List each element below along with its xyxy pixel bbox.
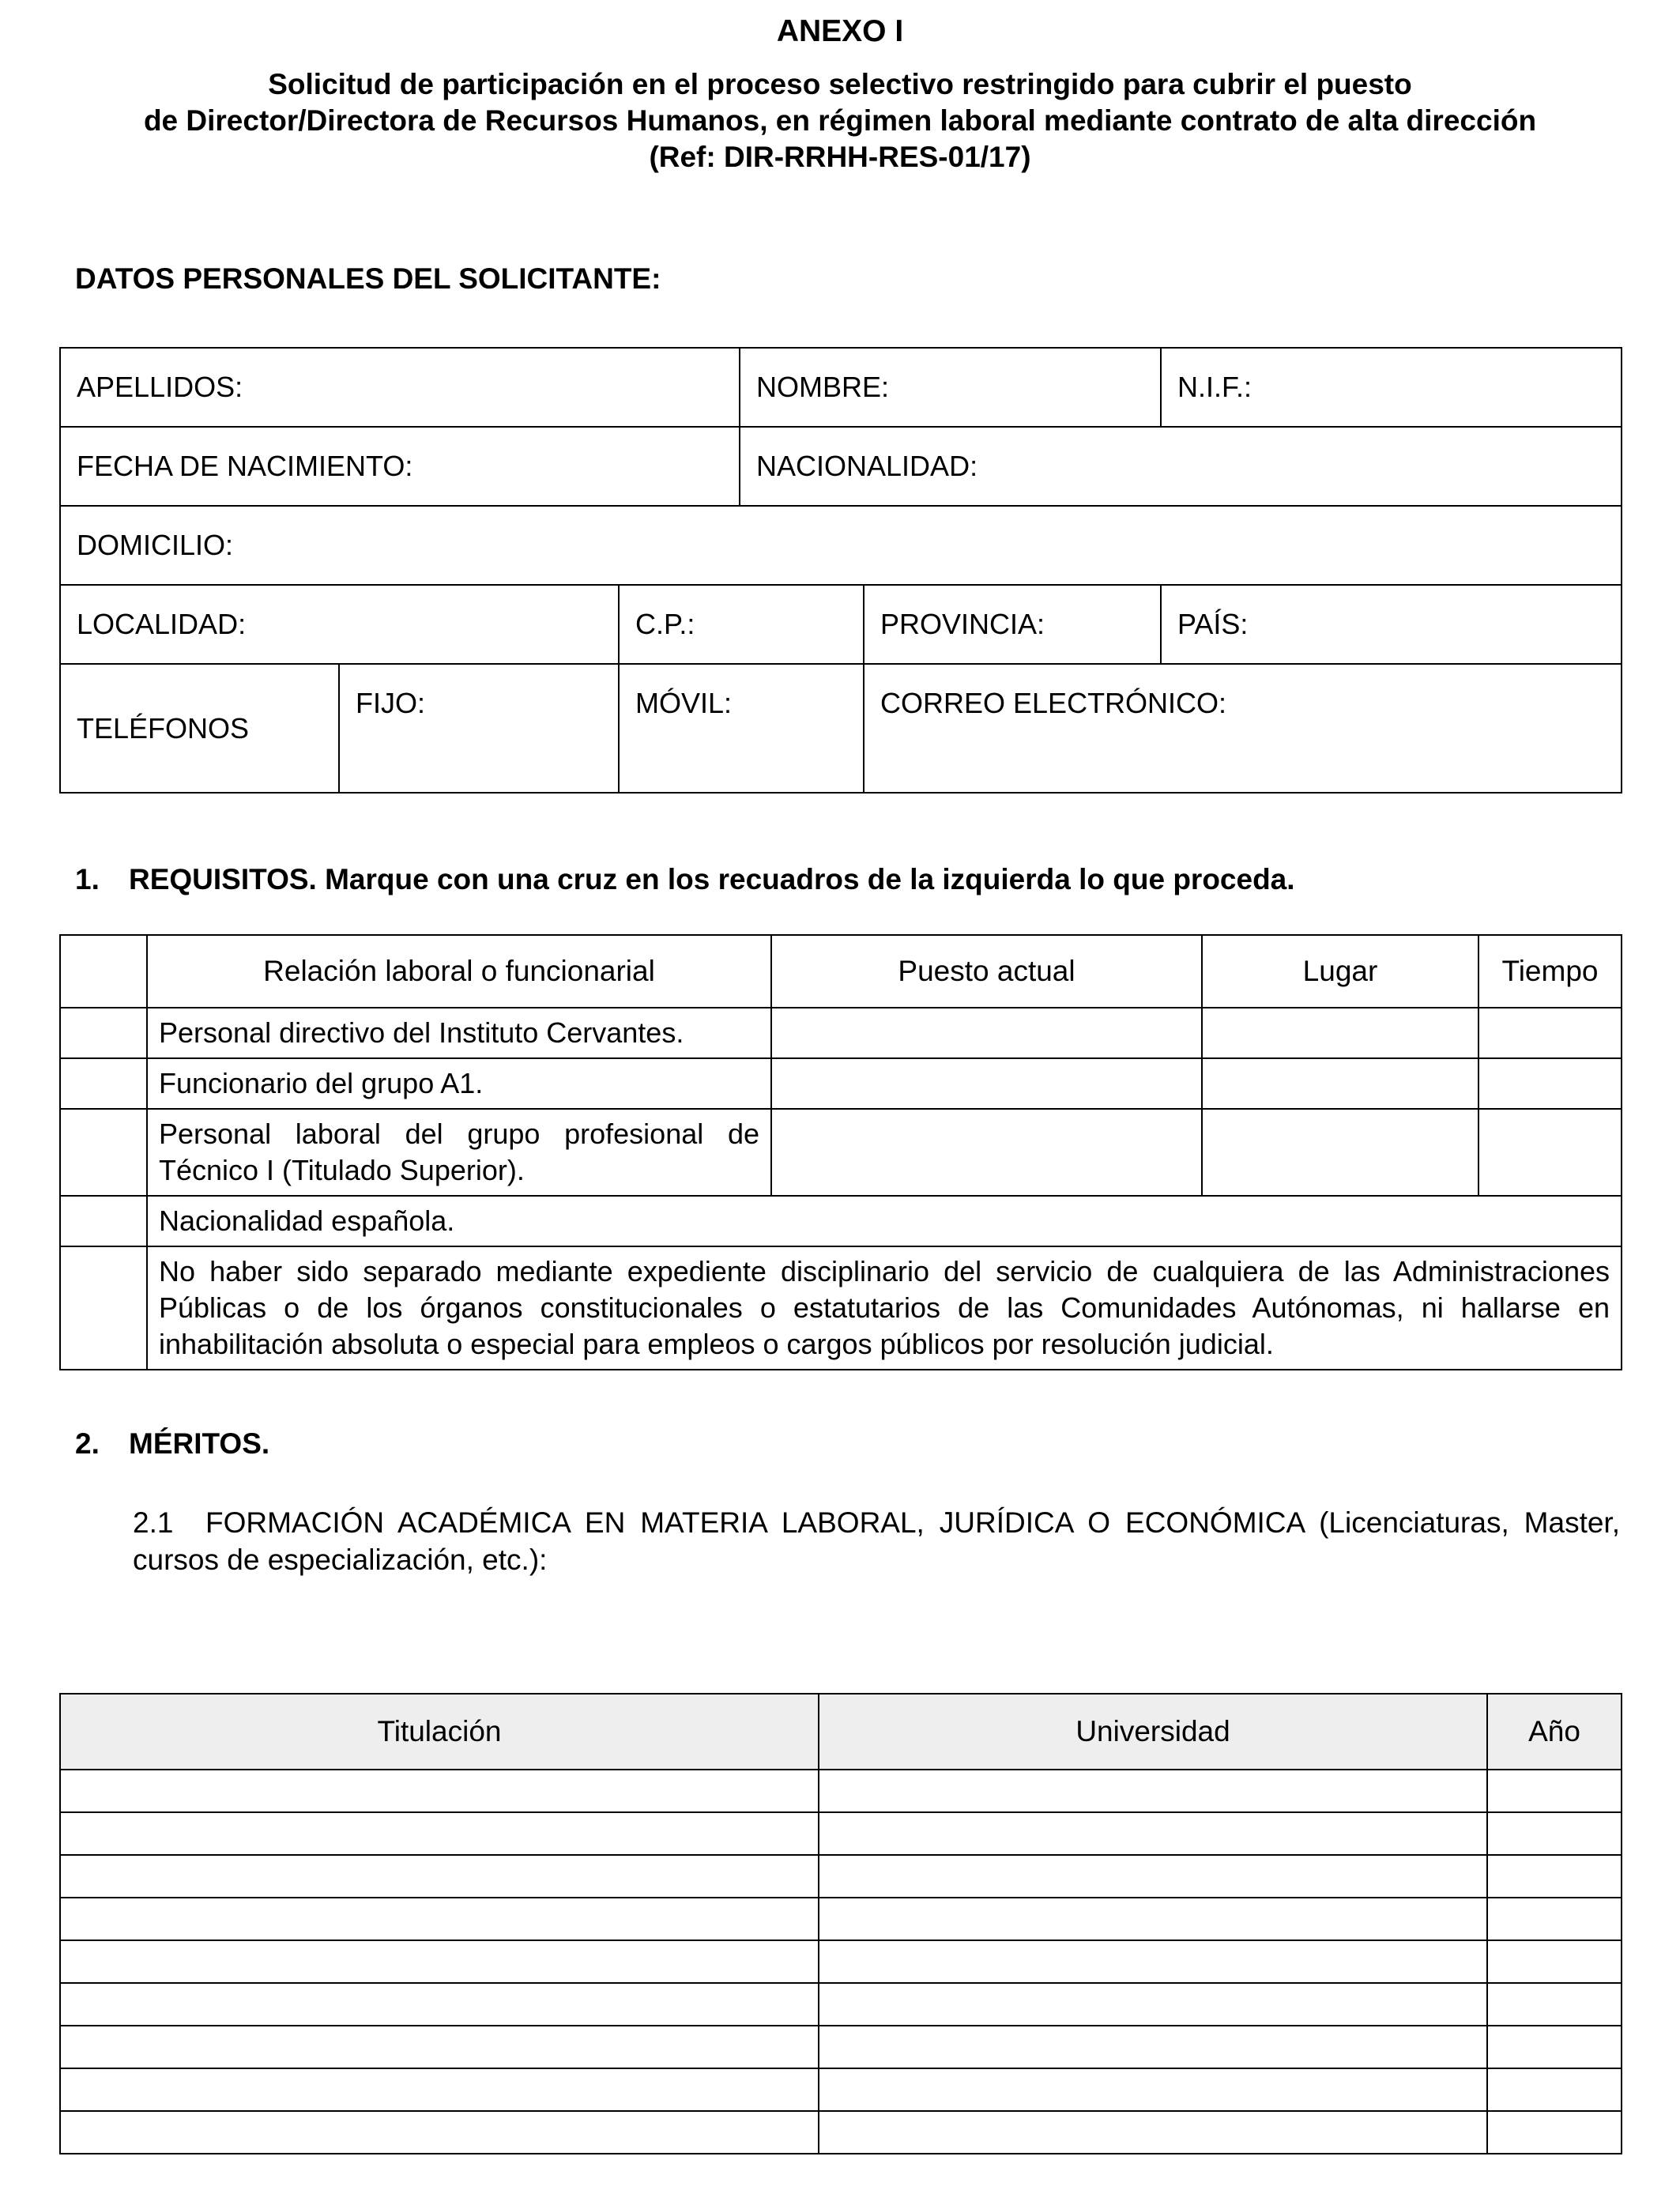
tiempo-cell[interactable] xyxy=(1478,1058,1622,1109)
lugar-cell[interactable] xyxy=(1202,1058,1478,1109)
universidad-cell[interactable] xyxy=(819,1940,1487,1983)
ano-cell[interactable] xyxy=(1487,1940,1622,1983)
universidad-cell[interactable] xyxy=(819,1770,1487,1812)
ano-cell[interactable] xyxy=(1487,2026,1622,2068)
formacion-empty-row xyxy=(60,1855,1622,1898)
formacion-table xyxy=(59,1693,1622,2154)
pais-field[interactable]: PAÍS: xyxy=(1161,585,1622,664)
requirement-label: Funcionario del grupo A1. xyxy=(147,1058,771,1109)
telefono-fijo-field[interactable]: FIJO: xyxy=(339,664,619,793)
titulacion-cell[interactable] xyxy=(60,1812,819,1855)
puesto-actual-cell[interactable] xyxy=(771,1008,1202,1058)
ano-cell[interactable] xyxy=(1487,2068,1622,2111)
formacion-empty-row xyxy=(60,2111,1622,2154)
formacion-empty-row xyxy=(60,1770,1622,1812)
universidad-header: Universidad xyxy=(819,1694,1487,1770)
universidad-cell[interactable] xyxy=(819,1855,1487,1898)
titulacion-cell[interactable] xyxy=(60,1898,819,1940)
lugar-cell[interactable] xyxy=(1202,1109,1478,1196)
telefono-movil-field[interactable]: MÓVIL: xyxy=(619,664,864,793)
universidad-cell[interactable] xyxy=(819,1898,1487,1940)
requisitos-table xyxy=(59,934,1622,1370)
checkbox-cell[interactable] xyxy=(60,1008,147,1058)
formacion-empty-row xyxy=(60,1940,1622,1983)
requirement-row xyxy=(60,1008,1622,1058)
apellidos-field[interactable]: APELLIDOS: xyxy=(60,348,740,427)
subtitle-line-2: de Director/Directora de Recursos Humanos, en régimen laboral mediante contrato de alta dirección xyxy=(143,104,1537,137)
universidad-cell[interactable] xyxy=(819,2111,1487,2154)
checkbox-cell[interactable] xyxy=(60,1246,147,1370)
requirement-row xyxy=(60,1058,1622,1109)
table-row xyxy=(60,427,1622,506)
telefonos-label: TELÉFONOS xyxy=(60,664,339,793)
ano-cell[interactable] xyxy=(1487,2111,1622,2154)
universidad-cell[interactable] xyxy=(819,2026,1487,2068)
correo-electronico-field[interactable]: CORREO ELECTRÓNICO: xyxy=(864,664,1622,793)
table-row xyxy=(60,506,1622,585)
subtitle-line-1: Solicitud de participación en el proceso selectivo restringido para cubrir el puesto xyxy=(268,68,1412,100)
checkbox-cell[interactable] xyxy=(60,1196,147,1246)
table-row xyxy=(60,585,1622,664)
titulacion-cell[interactable] xyxy=(60,1940,819,1983)
puesto-actual-header: Puesto actual xyxy=(771,935,1202,1008)
nacionalidad-field[interactable]: NACIONALIDAD: xyxy=(740,427,1622,506)
cp-field[interactable]: C.P.: xyxy=(619,585,864,664)
formacion-header-row xyxy=(60,1694,1622,1770)
domicilio-field[interactable]: DOMICILIO: xyxy=(60,506,1622,585)
requirement-label: Nacionalidad española. xyxy=(147,1196,1622,1246)
table-row xyxy=(60,348,1622,427)
localidad-field[interactable]: LOCALIDAD: xyxy=(60,585,619,664)
titulacion-cell[interactable] xyxy=(60,2026,819,2068)
ano-header: Año xyxy=(1487,1694,1622,1770)
titulacion-cell[interactable] xyxy=(60,1983,819,2026)
formacion-heading-text: FORMACIÓN ACADÉMICA EN MATERIA LABORAL, JURÍDICA O ECONÓMICA (Licenciaturas, Master, cursos de especialización, etc.): xyxy=(133,1506,1620,1576)
requirement-label: Personal directivo del Instituto Cervantes. xyxy=(147,1008,771,1058)
doc-subtitle xyxy=(0,66,1680,175)
requisitos-header-row xyxy=(60,935,1622,1008)
tiempo-header: Tiempo xyxy=(1478,935,1622,1008)
formacion-empty-row xyxy=(60,2026,1622,2068)
checkbox-cell[interactable] xyxy=(60,1058,147,1109)
nif-field[interactable]: N.I.F.: xyxy=(1161,348,1622,427)
formacion-table-body xyxy=(60,1770,1622,2154)
personal-data-table xyxy=(59,347,1622,794)
personal-data-heading: DATOS PERSONALES DEL SOLICITANTE: xyxy=(75,262,661,295)
table-row xyxy=(60,664,1622,793)
page-title: ANEXO I xyxy=(776,14,904,48)
ano-cell[interactable] xyxy=(1487,1983,1622,2026)
tiempo-cell[interactable] xyxy=(1478,1008,1622,1058)
puesto-actual-cell[interactable] xyxy=(771,1109,1202,1196)
meritos-heading-number: 2. xyxy=(75,1427,100,1460)
requirement-row xyxy=(60,1109,1622,1196)
relacion-laboral-header: Relación laboral o funcionarial xyxy=(147,935,771,1008)
subtitle-line-3: (Ref: DIR-RRHH-RES-01/17) xyxy=(649,141,1031,173)
checkbox-cell[interactable] xyxy=(60,1109,147,1196)
requirement-row xyxy=(60,1246,1622,1370)
puesto-actual-cell[interactable] xyxy=(771,1058,1202,1109)
meritos-heading-text: MÉRITOS. xyxy=(129,1427,270,1460)
formacion-empty-row xyxy=(60,2068,1622,2111)
universidad-cell[interactable] xyxy=(819,1812,1487,1855)
titulacion-header: Titulación xyxy=(60,1694,819,1770)
titulacion-cell[interactable] xyxy=(60,2111,819,2154)
requirement-row xyxy=(60,1196,1622,1246)
lugar-cell[interactable] xyxy=(1202,1008,1478,1058)
provincia-field[interactable]: PROVINCIA: xyxy=(864,585,1161,664)
titulacion-cell[interactable] xyxy=(60,2068,819,2111)
formacion-empty-row xyxy=(60,1898,1622,1940)
tiempo-cell[interactable] xyxy=(1478,1109,1622,1196)
formacion-empty-row xyxy=(60,1983,1622,2026)
ano-cell[interactable] xyxy=(1487,1812,1622,1855)
universidad-cell[interactable] xyxy=(819,2068,1487,2111)
requirement-label: Personal laboral del grupo profesional de Técnico I (Titulado Superior). xyxy=(147,1109,771,1196)
ano-cell[interactable] xyxy=(1487,1855,1622,1898)
titulacion-cell[interactable] xyxy=(60,1855,819,1898)
nombre-field[interactable]: NOMBRE: xyxy=(740,348,1161,427)
titulacion-cell[interactable] xyxy=(60,1770,819,1812)
requisitos-heading-text: REQUISITOS. Marque con una cruz en los recuadros de la izquierda lo que proceda. xyxy=(129,863,1295,895)
fecha-nacimiento-field[interactable]: FECHA DE NACIMIENTO: xyxy=(60,427,740,506)
universidad-cell[interactable] xyxy=(819,1983,1487,2026)
ano-cell[interactable] xyxy=(1487,1898,1622,1940)
requisitos-heading-number: 1. xyxy=(75,863,100,895)
ano-cell[interactable] xyxy=(1487,1770,1622,1812)
checkbox-column-header xyxy=(60,935,147,1008)
formacion-academica-heading xyxy=(133,1504,1620,1578)
requirement-label: No haber sido separado mediante expediente disciplinario del servicio de cualquiera de las Administraciones Públicas o de los órganos constitucionales o estatutarios de las Comunidades Autónomas, ni hallarse en inhabilitación absoluta o especial para empleos o cargos públicos por resolución judicial. xyxy=(147,1246,1622,1370)
formacion-heading-number: 2.1 xyxy=(133,1506,174,1539)
lugar-header: Lugar xyxy=(1202,935,1478,1008)
formacion-empty-row xyxy=(60,1812,1622,1855)
meritos-heading xyxy=(75,1427,1621,1461)
requisitos-heading xyxy=(75,863,1621,896)
